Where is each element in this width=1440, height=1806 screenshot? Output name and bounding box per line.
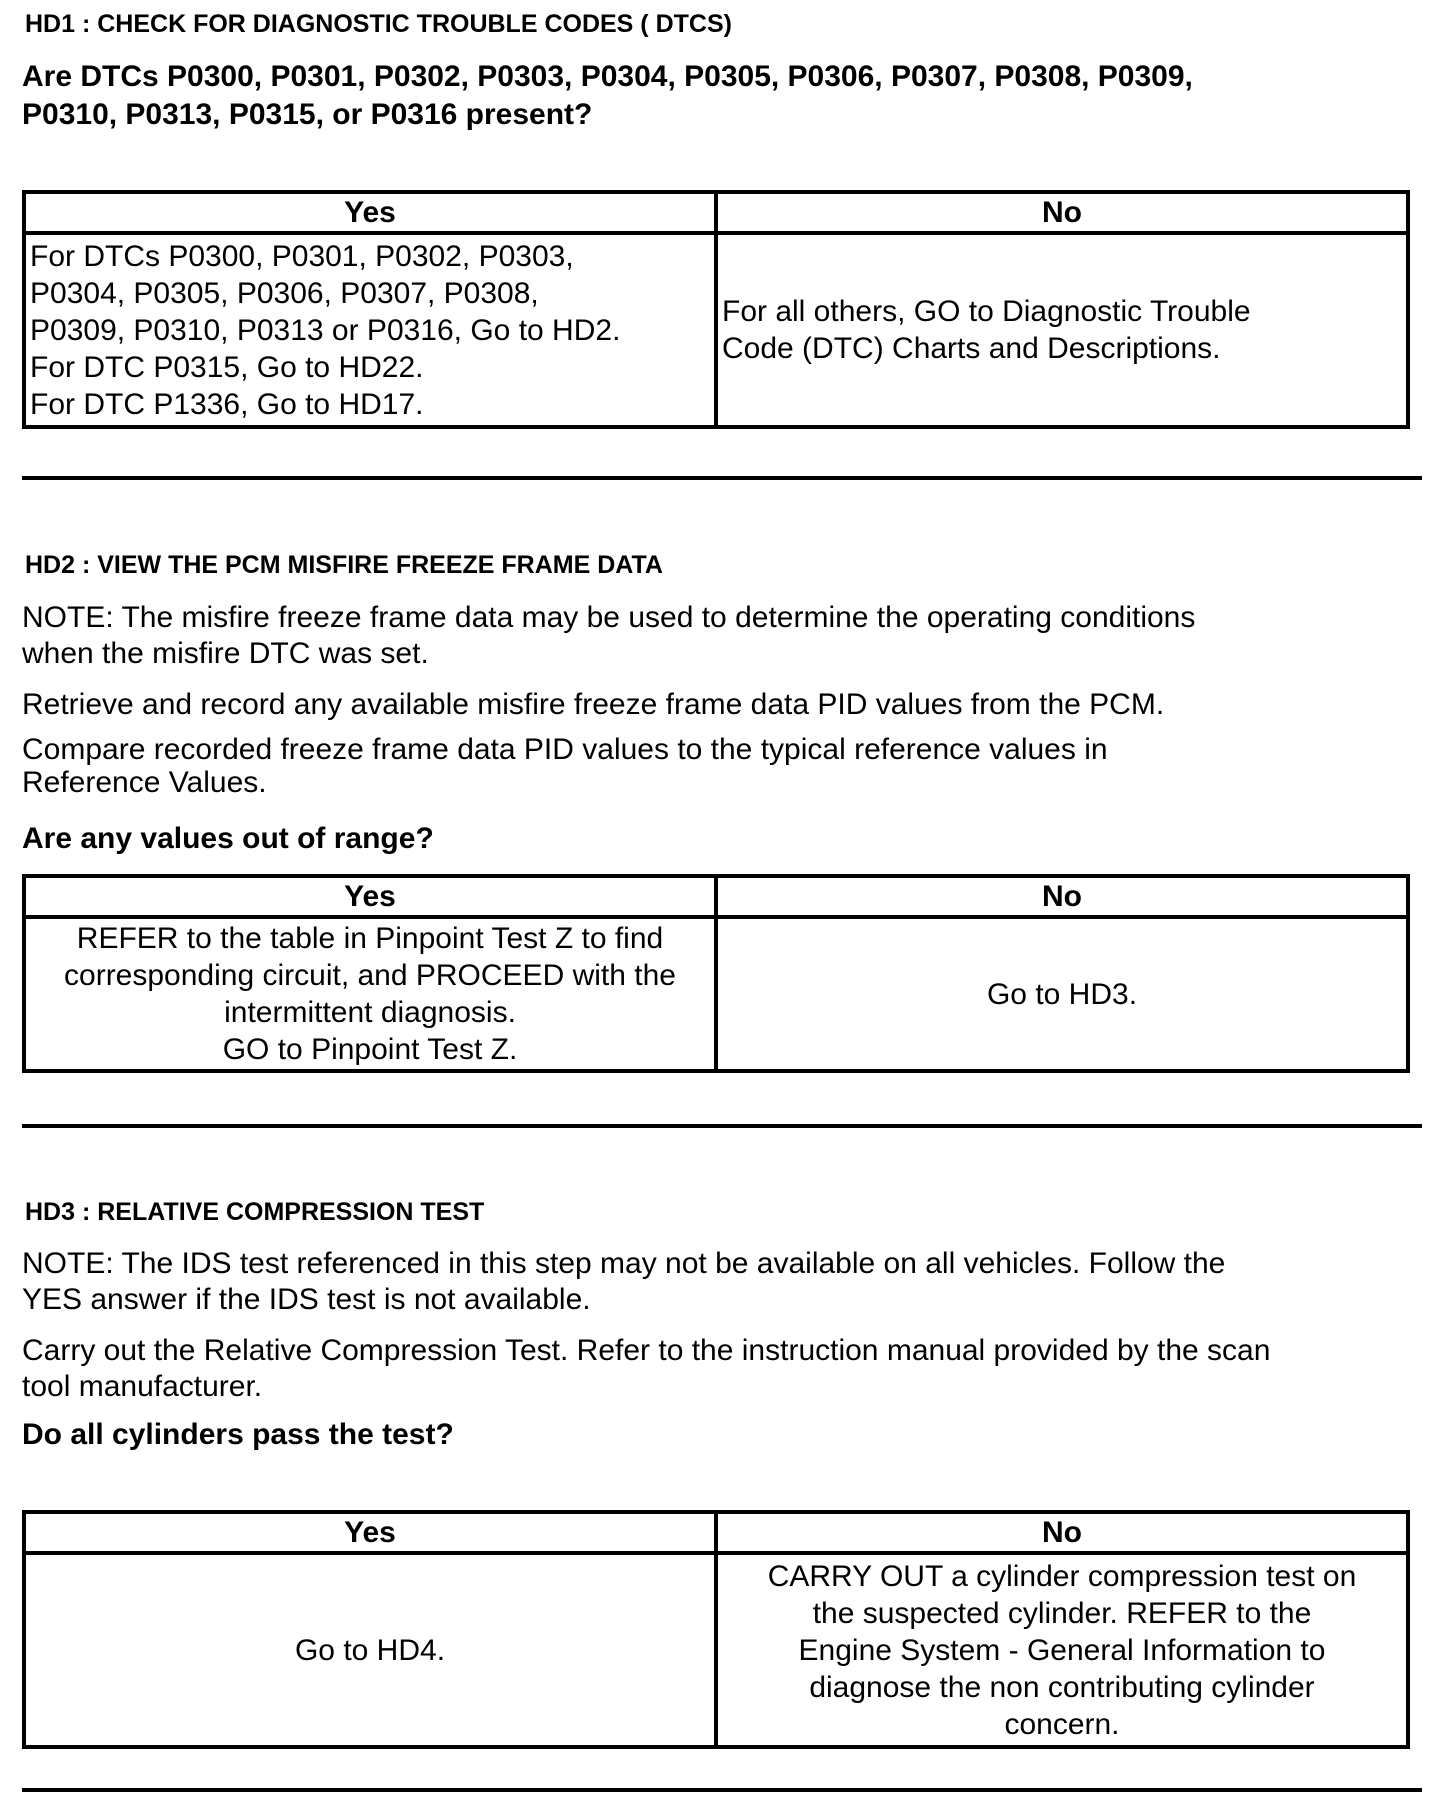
section-divider: [22, 1124, 1422, 1128]
hd3-note: [22, 1246, 1225, 1318]
section-divider: [22, 1788, 1422, 1792]
hd2-yes-line: GO to Pinpoint Test Z.: [222, 1033, 518, 1066]
hd1-question: [22, 58, 1193, 134]
hd1-question-line: P0310, P0313, P0315, or P0316 present?: [22, 98, 593, 131]
hd2-compare-line: Reference Values.: [22, 766, 267, 799]
hd2-no-line: Go to HD3.: [986, 977, 1138, 1011]
hd3-carry-line: tool manufacturer.: [22, 1370, 263, 1403]
hd3-no-header: No: [716, 1512, 1408, 1553]
hd2-yes-header: Yes: [24, 876, 716, 917]
hd1-no-line: Code (DTC) Charts and Descriptions.: [722, 332, 1221, 365]
hd1-heading: HD1 : CHECK FOR DIAGNOSTIC TROUBLE CODES ( DTCS): [25, 10, 732, 38]
hd2-heading: HD2 : VIEW THE PCM MISFIRE FREEZE FRAME DATA: [25, 551, 663, 579]
hd1-decision-table: [22, 190, 1410, 429]
hd3-note-line: YES answer if the IDS test is not available.: [22, 1283, 591, 1316]
hd2-no-cell: [716, 917, 1408, 1071]
hd3-carry-line: Carry out the Relative Compression Test. Refer to the instruction manual provided by the scan: [22, 1334, 1271, 1367]
hd1-yes-line: For DTCs P0300, P0301, P0302, P0303,: [30, 239, 574, 273]
hd1-yes-line: For DTC P1336, Go to HD17.: [30, 387, 424, 421]
hd2-yes-cell: [24, 917, 716, 1071]
hd1-yes-line: P0309, P0310, P0313 or P0316, Go to HD2.: [30, 313, 621, 347]
hd3-no-line: the suspected cylinder. REFER to the: [812, 1596, 1312, 1630]
hd2-note-line: when the misfire DTC was set.: [22, 637, 429, 670]
hd3-yes-line: Go to HD4.: [294, 1633, 446, 1667]
hd3-no-cell: [716, 1553, 1408, 1747]
hd3-no-line: diagnose the non contributing cylinder: [809, 1670, 1315, 1704]
hd2-note: [22, 600, 1195, 672]
hd2-yes-line: REFER to the table in Pinpoint Test Z to find: [76, 922, 664, 955]
hd1-no-header: No: [716, 192, 1408, 233]
hd3-decision-table: [22, 1510, 1410, 1749]
hd3-no-line: Engine System - General Information to: [798, 1633, 1326, 1667]
hd2-note-line: NOTE: The misfire freeze frame data may be used to determine the operating conditions: [22, 601, 1196, 634]
hd1-no-cell: [716, 233, 1408, 427]
hd1-yes-cell: [24, 233, 716, 427]
hd2-compare: [22, 733, 1108, 799]
hd3-no-line: CARRY OUT a cylinder compression test on: [767, 1559, 1357, 1593]
hd2-yes-line: intermittent diagnosis.: [224, 996, 516, 1029]
hd3-no-line: concern.: [1004, 1707, 1120, 1741]
hd1-yes-line: For DTC P0315, Go to HD22.: [30, 350, 424, 384]
hd3-yes-header: Yes: [24, 1512, 716, 1553]
hd2-yes-line: corresponding circuit, and PROCEED with the: [64, 959, 676, 992]
hd1-question-line: Are DTCs P0300, P0301, P0302, P0303, P0304, P0305, P0306, P0307, P0308, P0309,: [22, 60, 1193, 93]
hd3-question: Do all cylinders pass the test?: [22, 1418, 454, 1451]
hd3-heading: HD3 : RELATIVE COMPRESSION TEST: [25, 1198, 485, 1226]
hd2-decision-table: [22, 874, 1410, 1073]
hd2-retrieve: Retrieve and record any available misfire freeze frame data PID values from the PCM.: [22, 688, 1165, 721]
hd1-yes-line: P0304, P0305, P0306, P0307, P0308,: [30, 276, 539, 310]
hd3-yes-cell: [24, 1553, 716, 1747]
hd3-note-line: NOTE: The IDS test referenced in this step may not be available on all vehicles. Follow the: [22, 1247, 1226, 1280]
hd1-no-line: For all others, GO to Diagnostic Trouble: [722, 295, 1251, 328]
hd1-yes-header: Yes: [24, 192, 716, 233]
hd3-carry: [22, 1333, 1270, 1405]
hd2-question: Are any values out of range?: [22, 822, 434, 855]
hd2-compare-line: Compare recorded freeze frame data PID values to the typical reference values in: [22, 733, 1108, 766]
section-divider: [22, 476, 1422, 480]
hd2-no-header: No: [716, 876, 1408, 917]
